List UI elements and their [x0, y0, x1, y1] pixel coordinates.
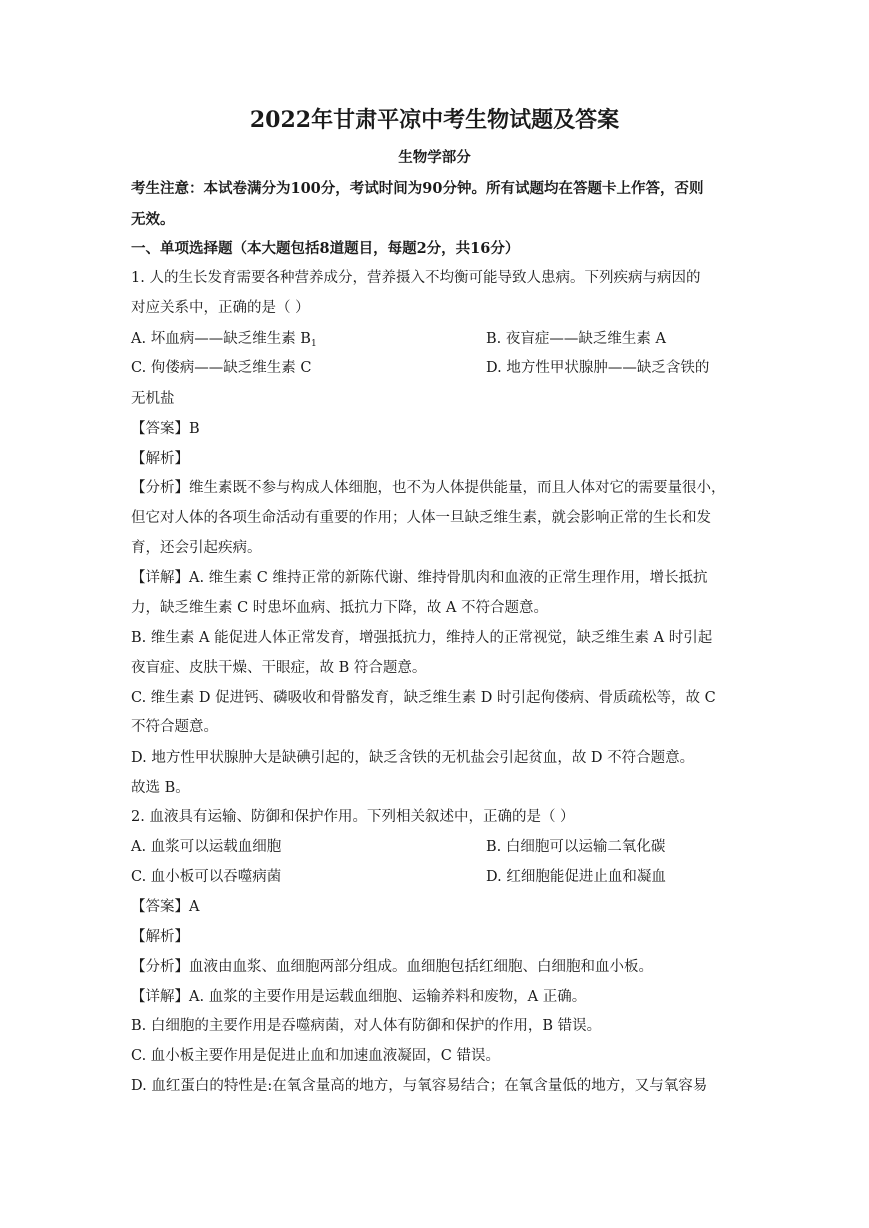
- notice-line-2: 无效。: [131, 211, 175, 228]
- q1-d-line-1: D. 地方性甲状腺肿大是缺碘引起的，缺乏含铁的无机盐会引起贫血，故 D 不符合题意。: [131, 750, 695, 766]
- q1-stem-line-1: 1. 人的生长发育需要各种营养成分，营养摄入不均衡可能导致人患病。下列疾病与病因的: [131, 270, 701, 286]
- q2-b-line: B. 白细胞的主要作用是吞噬病菌，对人体有防御和保护的作用，B 错误。: [131, 1018, 602, 1034]
- q1-c-line-1: C. 维生素 D 促进钙、磷吸收和骨骼发育，缺乏维生素 D 时引起佝偻病、骨质疏松等，故 C: [131, 690, 716, 706]
- q1-fenxi-line-2: 但它对人体的各项生命活动有重要的作用；人体一旦缺乏维生素，就会影响正常的生长和发: [131, 510, 711, 526]
- q1-option-a-subscript: 1: [310, 339, 317, 349]
- notice-line-1: 考生注意：本试卷满分为100分，考试时间为90分钟。所有试题均在答题卡上作答，否则: [131, 180, 704, 197]
- q1-fenxi-line-1: 【分析】维生素既不参与构成人体细胞，也不为人体提供能量，而且人体对它的需要量很小，: [131, 480, 726, 496]
- q2-detail: 【详解】A. 血浆的主要作用是运载血细胞、运输养料和废物，A 正确。: [131, 989, 587, 1005]
- q1-option-b: B. 夜盲症——缺乏维生素 A: [486, 331, 666, 347]
- q2-option-a: A. 血浆可以运载血细胞: [131, 839, 282, 855]
- q2-option-d: D. 红细胞能促进止血和凝血: [486, 869, 666, 885]
- q1-option-c: C. 佝偻病——缺乏维生素 C: [131, 360, 312, 376]
- q1-c-line-2: 不符合题意。: [131, 719, 218, 735]
- q2-stem: 2. 血液具有运输、防御和保护作用。下列相关叙述中，正确的是（ ）: [131, 809, 575, 825]
- q2-option-b: B. 白细胞可以运输二氧化碳: [486, 839, 666, 855]
- doc-subtitle: 生物学部分: [398, 149, 471, 166]
- q1-stem-line-2: 对应关系中，正确的是（ ）: [131, 300, 310, 316]
- q1-option-d-cont: 无机盐: [131, 391, 175, 407]
- q1-conclusion: 故选 B。: [131, 780, 190, 796]
- section-heading: 一、单项选择题（本大题包括8道题目，每题2分，共16分）: [131, 240, 520, 257]
- q1-analysis-heading: 【解析】: [131, 451, 189, 467]
- q1-detail-line-2: 力，缺乏维生素 C 时患坏血病、抵抗力下降，故 A 不符合题意。: [131, 600, 549, 616]
- q2-answer: 【答案】A: [131, 899, 200, 915]
- q2-analysis-heading: 【解析】: [131, 929, 189, 945]
- q1-option-a: [131, 329, 317, 354]
- q1-option-d: D. 地方性甲状腺肿——缺乏含铁的: [486, 360, 710, 376]
- q1-answer: 【答案】B: [131, 421, 200, 437]
- q2-d-line: D. 血红蛋白的特性是:在氧含量高的地方，与氧容易结合；在氧含量低的地方，又与氧容易: [131, 1078, 708, 1094]
- q2-c-line: C. 血小板主要作用是促进止血和加速血液凝固，C 错误。: [131, 1048, 500, 1064]
- q2-option-c: C. 血小板可以吞噬病菌: [131, 869, 282, 885]
- q2-fenxi: 【分析】血液由血浆、血细胞两部分组成。血细胞包括红细胞、白细胞和血小板。: [131, 959, 653, 975]
- q1-option-a-text: A. 坏血病——缺乏维生素 B: [131, 331, 311, 347]
- q1-b-line-2: 夜盲症、皮肤干燥、干眼症，故 B 符合题意。: [131, 660, 427, 676]
- q1-detail-line-1: 【详解】A. 维生素 C 维持正常的新陈代谢、维持骨肌肉和血液的正常生理作用，增长抵抗: [131, 570, 708, 586]
- doc-title: 2022年甘肃平凉中考生物试题及答案: [249, 107, 620, 133]
- q1-b-line-1: B. 维生素 A 能促进人体正常发育，增强抵抗力，维持人的正常视觉，缺乏维生素 A 时引起: [131, 630, 713, 646]
- q1-fenxi-line-3: 育，还会引起疾病。: [131, 540, 262, 556]
